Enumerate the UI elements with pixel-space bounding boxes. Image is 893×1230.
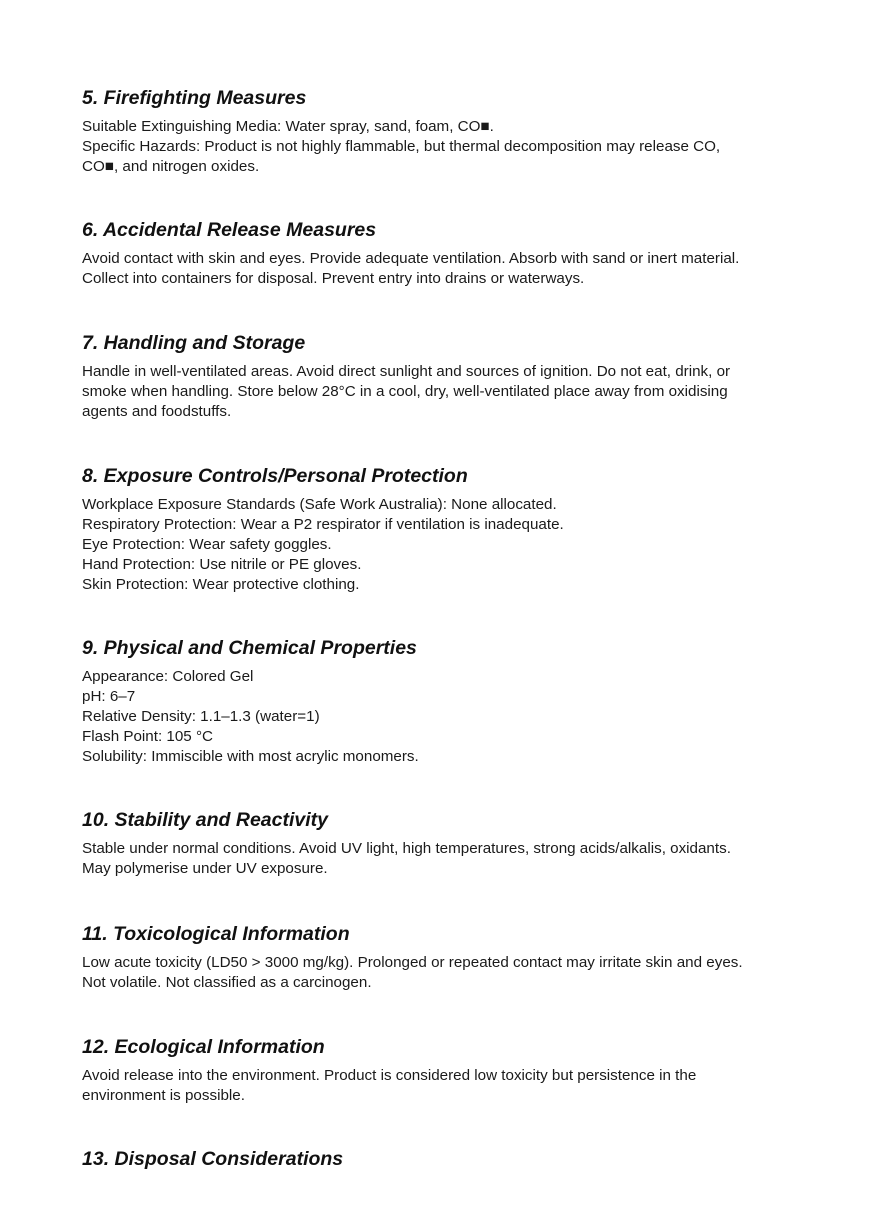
section-text-line: Skin Protection: Wear protective clothing. <box>82 576 360 593</box>
section-text-line: environment is possible. <box>82 1087 245 1104</box>
section-text-line: Avoid contact with skin and eyes. Provide adequate ventilation. Absorb with sand or inert material. <box>82 250 740 267</box>
section-ecological-information <box>82 1035 822 1106</box>
section-text-line: Solubility: Immiscible with most acrylic monomers. <box>82 748 419 765</box>
section-text-line: Collect into containers for disposal. Prevent entry into drains or waterways. <box>82 270 585 287</box>
section-firefighting-measures <box>82 86 822 177</box>
section-text-line: Hand Protection: Use nitrile or PE gloves. <box>82 556 362 573</box>
section-text-line: Low acute toxicity (LD50 > 3000 mg/kg). Prolonged or repeated contact may irritate skin and eyes. <box>82 954 743 971</box>
section-text-line: Handle in well-ventilated areas. Avoid direct sunlight and sources of ignition. Do not eat, drink, or <box>82 363 731 380</box>
section-heading: 6. Accidental Release Measures <box>82 219 377 241</box>
section-text-line: Flash Point: 105 °C <box>82 728 214 745</box>
section-text-line: Eye Protection: Wear safety goggles. <box>82 536 332 553</box>
section-heading: 9. Physical and Chemical Properties <box>82 637 417 659</box>
section-heading: 11. Toxicological Information <box>82 923 350 945</box>
section-heading: 13. Disposal Considerations <box>82 1148 344 1170</box>
section-text-line: pH: 6–7 <box>82 688 136 705</box>
section-text-line: smoke when handling. Store below 28°C in a cool, dry, well-ventilated place away from oxidising <box>82 383 728 400</box>
section-heading: 12. Ecological Information <box>82 1036 325 1058</box>
section-text-line: Respiratory Protection: Wear a P2 respirator if ventilation is inadequate. <box>82 516 564 533</box>
section-accidental-release-measures <box>82 218 822 289</box>
section-text-line: Stable under normal conditions. Avoid UV light, high temperatures, strong acids/alkalis, oxidants. <box>82 840 731 857</box>
section-toxicological-information <box>82 922 822 993</box>
section-text-line: agents and foodstuffs. <box>82 403 232 420</box>
section-text-line: Appearance: Colored Gel <box>82 668 254 685</box>
section-text-line: Relative Density: 1.1–1.3 (water=1) <box>82 708 320 725</box>
section-text-line: Not volatile. Not classified as a carcinogen. <box>82 974 372 991</box>
section-heading: 5. Firefighting Measures <box>82 87 307 109</box>
section-physical-chemical-properties <box>82 636 822 767</box>
section-text-line: May polymerise under UV exposure. <box>82 860 328 877</box>
section-heading: 7. Handling and Storage <box>82 332 306 354</box>
section-text-line: Suitable Extinguishing Media: Water spray, sand, foam, CO■. <box>82 118 494 135</box>
section-heading: 8. Exposure Controls/Personal Protection <box>82 465 468 487</box>
section-text-line: Specific Hazards: Product is not highly flammable, but thermal decomposition may release CO, <box>82 138 721 155</box>
section-disposal-considerations <box>82 1147 822 1178</box>
section-text-line: Avoid release into the environment. Product is considered low toxicity but persistence in the <box>82 1067 697 1084</box>
section-text-line: CO■, and nitrogen oxides. <box>82 158 260 175</box>
section-exposure-controls <box>82 464 822 595</box>
section-handling-and-storage <box>82 331 822 422</box>
section-text-line: Workplace Exposure Standards (Safe Work Australia): None allocated. <box>82 496 557 513</box>
section-heading: 10. Stability and Reactivity <box>82 809 329 831</box>
section-stability-and-reactivity <box>82 808 822 879</box>
